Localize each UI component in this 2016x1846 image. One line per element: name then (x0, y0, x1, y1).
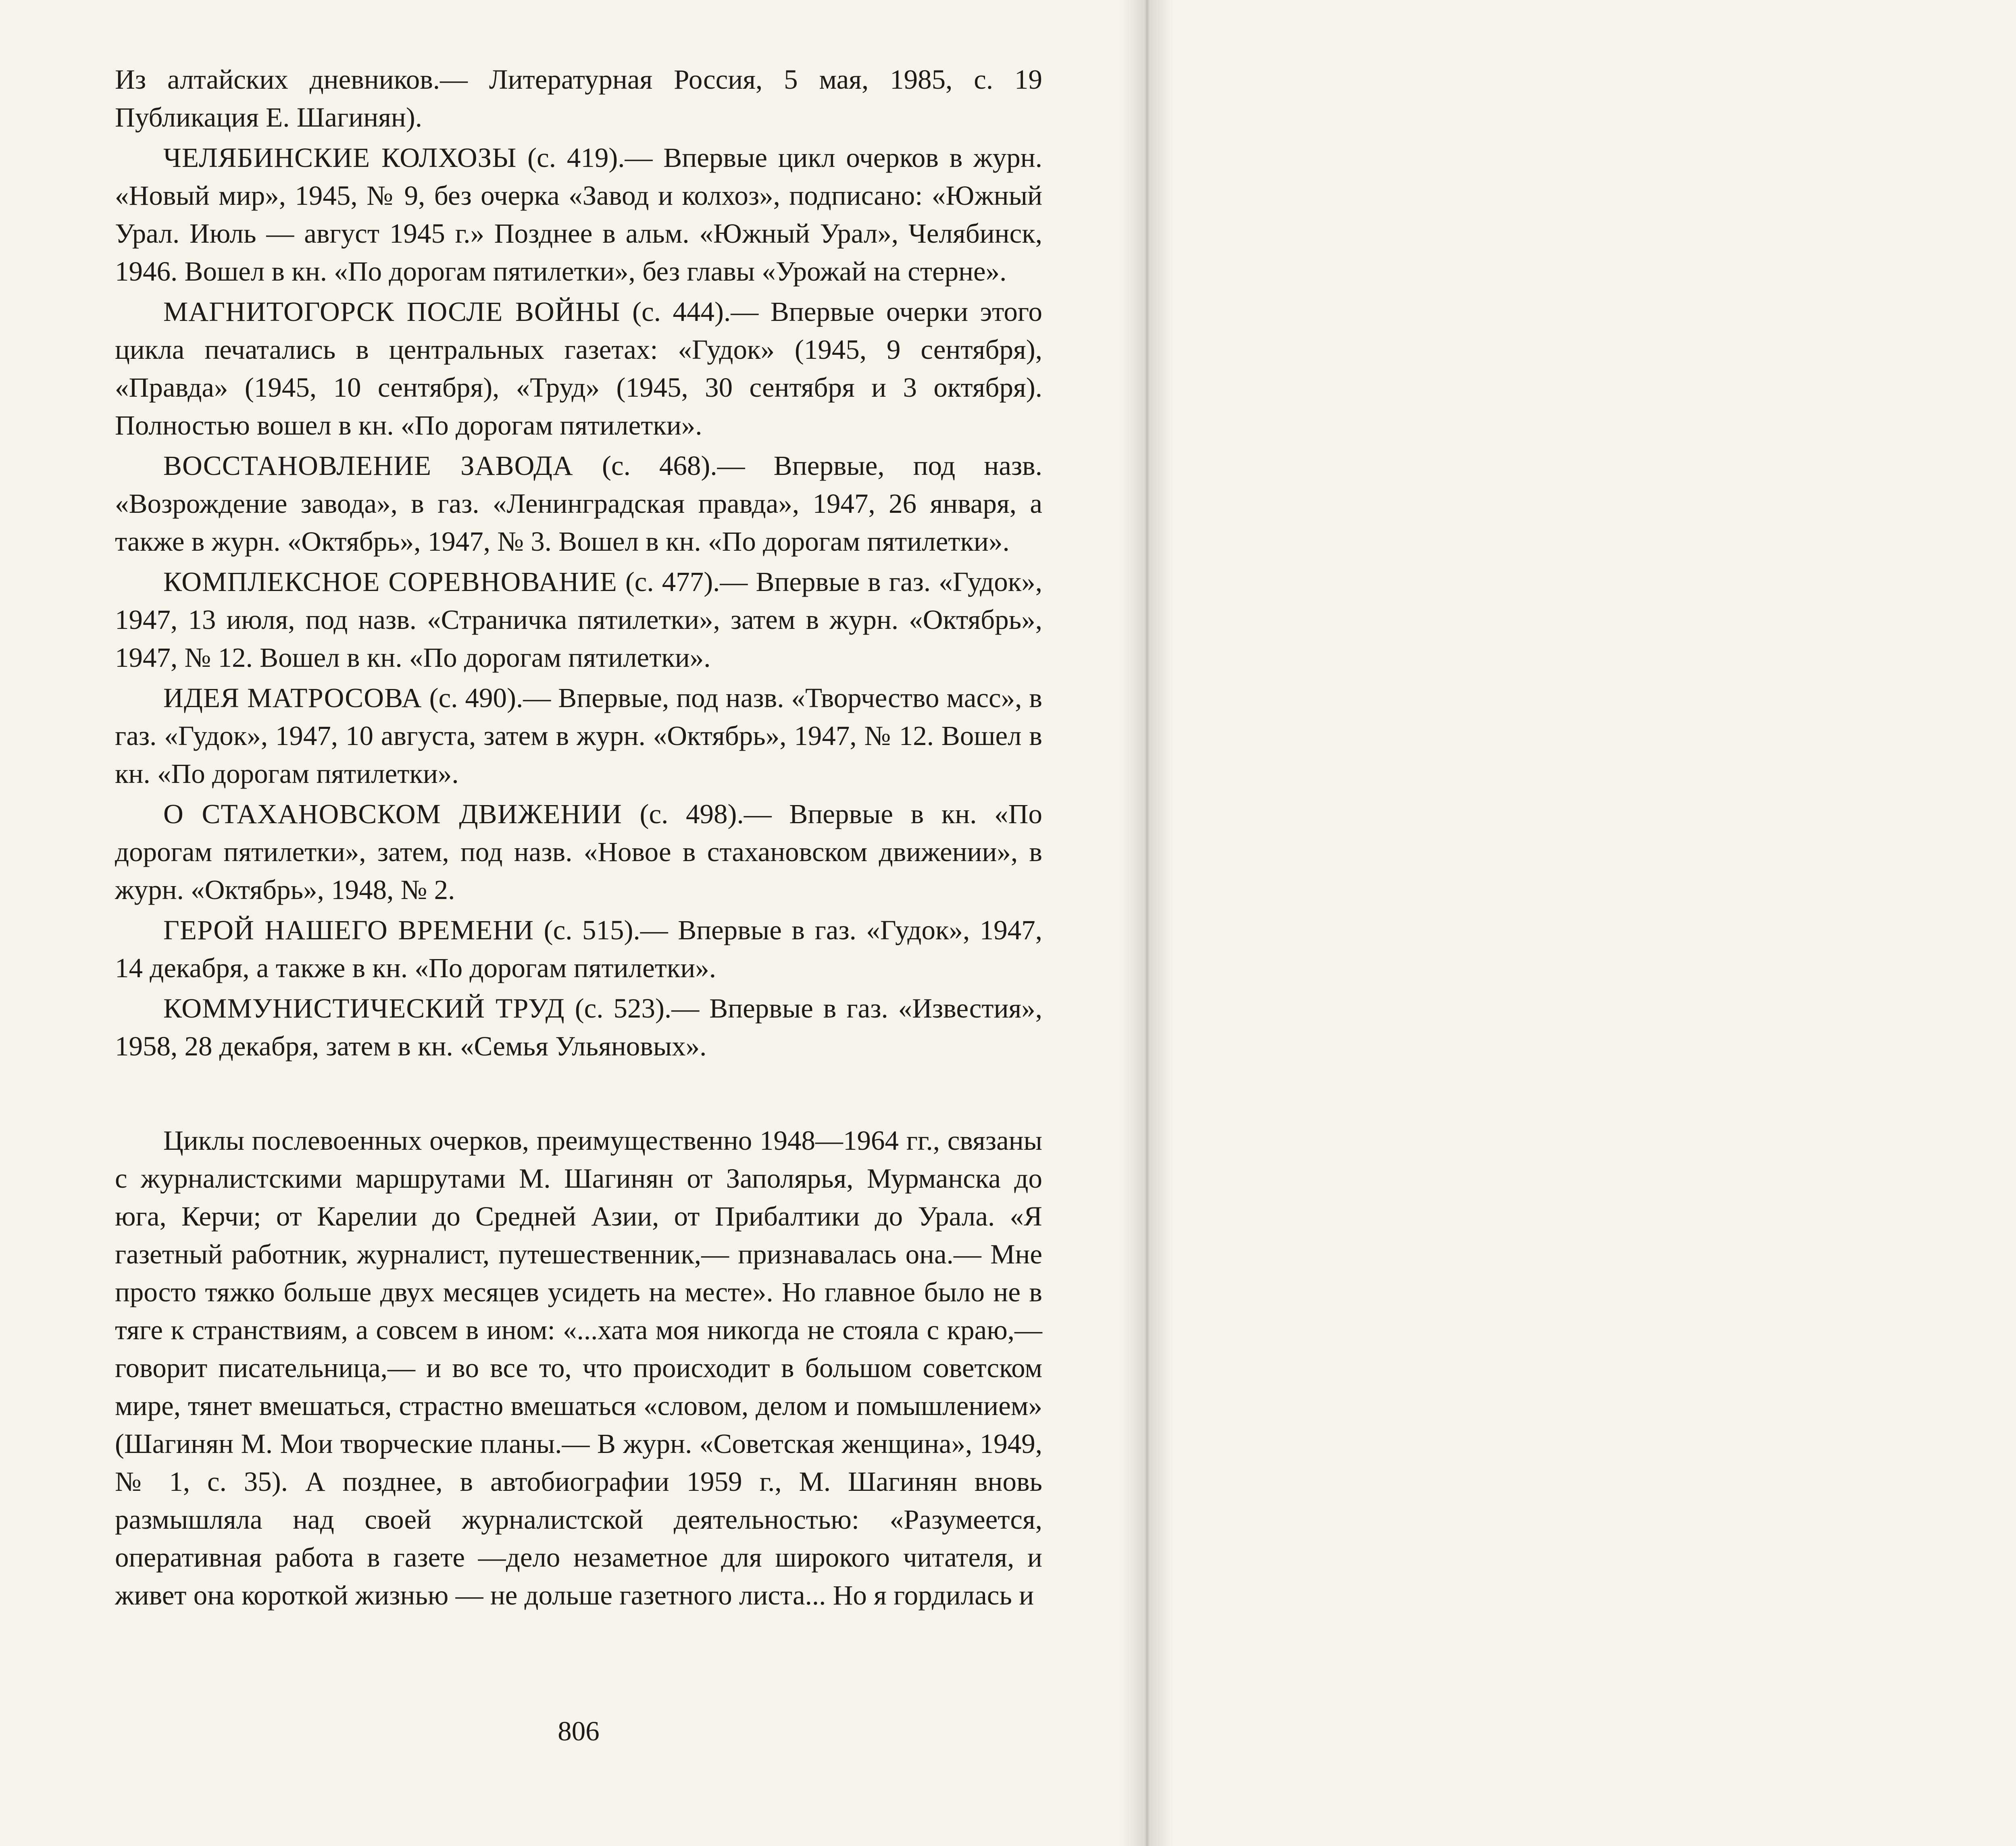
left-page-text-column (115, 60, 1042, 1614)
entry-title: КОМПЛЕКСНОЕ СОРЕВНОВАНИЕ (163, 566, 617, 597)
entry-title: ЧЕЛЯБИНСКИЕ КОЛХОЗЫ (163, 142, 517, 173)
paragraph: Циклы послевоенных очерков, преимущественно 1948—1964 гг., связаны с журналистскими маршрутами М. Шагинян от Заполярья, Мурманска до юга, Керчи; от Карелии до Средней Азии, от Прибалтики до Урала. «Я газетный работник, журналист, путешественник,— признавалась она.— Мне просто тяжко больше двух месяцев усидеть на месте». Но главное было не в тяге к странствиям, а совсем в ином: «...хата моя никогда не стояла с краю,— говорит писательница,— и во все то, что происходит в большом советском мире, тянет вмешаться, страстно вмешаться «словом, делом и помышлением» (Шагинян М. Мои творческие планы.— В журн. «Советская женщина», 1949, № 1, с. 35). А позднее, в автобиографии 1959 г., М. Шагинян вновь размышляла над своей журналистской деятельностью: «Разумеется, оперативная работа в газете —дело незаметное для широкого читателя, и живет она короткой жизнью — не дольше газетного листа... Но я гордилась и (115, 1125, 1042, 1611)
entry-title: ВОССТАНОВЛЕНИЕ ЗАВОДА (163, 450, 573, 481)
entry-title: ГЕРОЙ НАШЕГО ВРЕМЕНИ (163, 915, 534, 945)
entry-text: (с. 419).— Впервые цикл очерков в журн. «Новый мир», 1945, № 9, без очерка «Завод и колхоз», подписано: «Южный Урал. Июль — август 1945 г.» Позднее в альм. «Южный Урал», Челябинск, 1946. Вошел в кн. «По дорогам пятилетки», без главы «Урожай на стерне». (115, 142, 1042, 287)
entry-text: (с. 468).— Впервые, под назв. «Возрождение завода», в газ. «Ленинградская правда», 1947, 26 января, а также в журн. «Октябрь», 1947, № 3. Вошел в кн. «По дорогам пятилетки». (115, 450, 1042, 557)
right-page (1147, 0, 2016, 1846)
entry-text: (с. 498).— Впервые в кн. «По дорогам пятилетки», затем, под назв. «Новое в стахановском движении», в журн. «Октябрь», 1948, № 2. (115, 799, 1043, 905)
entry-vosstanovlenie (115, 447, 1042, 560)
paragraph: Из алтайских дневников.— Литературная Россия, 5 мая, 1985, с. 19 Публикация Е. Шагинян). (115, 64, 1042, 133)
entry-title: МАГНИТОГОРСК ПОСЛЕ ВОЙНЫ (163, 296, 621, 327)
page-number: 806 (558, 1716, 600, 1746)
entry-ideya-matrosova (115, 679, 1042, 793)
entry-title: ИДЕЯ МАТРОСОВА (163, 683, 422, 713)
entry-title: О СТАХАНОВСКОМ ДВИЖЕНИИ (163, 799, 622, 829)
entry-text: (с. 444).— Впервые очерки этого цикла печатались в центральных газетах: «Гудок» (1945, 9 сентября), «Правда» (1945, 10 сентября), «Труд» (1945, 30 сентября и 3 октября). Полностью вошел в кн. «По дорогам пятилетки». (115, 296, 1043, 441)
entry-text: (с. 490).— Впервые, под назв. «Творчество масс», в газ. «Гудок», 1947, 10 августа, затем в журн. «Октябрь», 1947, № 12. Вошел в кн. «По дорогам пятилетки». (115, 683, 1042, 789)
entry-stakhanov (115, 795, 1042, 909)
entry-text: (с. 477).— Впервые в газ. «Гудок», 1947, 13 июля, под назв. «Страничка пятилетки», затем в журн. «Октябрь», 1947, № 12. Вошел в кн. «По дорогам пятилетки». (115, 566, 1042, 673)
entry-magnitogorsk (115, 293, 1042, 444)
entry-text: (с. 515).— Впервые в газ. «Гудок», 1947, 14 декабря, а также в кн. «По дорогам пятилетки». (115, 915, 1042, 983)
entry-kommunisticheskiy-trud (115, 989, 1042, 1065)
book-gutter-shadow (1121, 0, 1173, 1846)
entry-text: (с. 523).— Впервые в газ. «Известия», 1958, 28 декабря, затем в кн. «Семья Ульяновых». (115, 993, 1042, 1061)
entry-geroy (115, 911, 1042, 987)
entry-title: КОММУНИСТИЧЕСКИЙ ТРУД (163, 993, 565, 1024)
entry-kompleksnoe (115, 563, 1042, 676)
entry-chelyabinsk (115, 139, 1042, 290)
